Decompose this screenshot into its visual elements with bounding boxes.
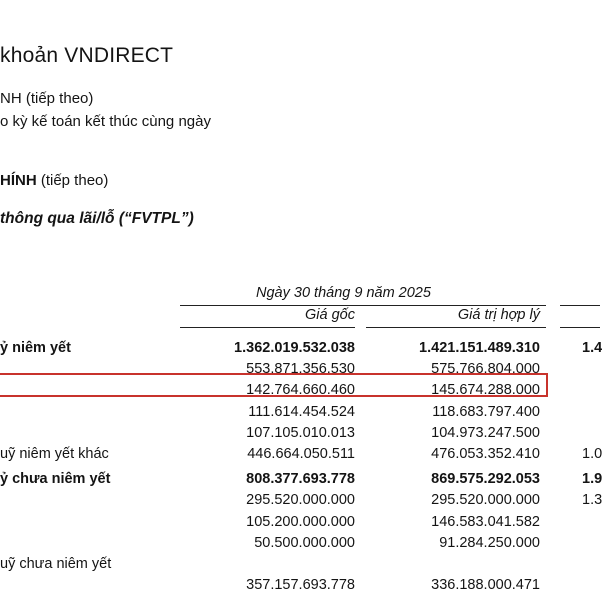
cost-value: 142.764.660.460 <box>246 382 355 399</box>
date-header: Ngày 30 tháng 9 năm 2025 <box>256 285 431 301</box>
fair-value: 476.053.352.410 <box>431 446 540 462</box>
fair-value: 118.683.797.400 <box>432 403 540 420</box>
next-column-value: 1.4 <box>582 340 602 356</box>
cost-value: 357.157.693.778 <box>246 577 355 594</box>
cost-value: 446.664.050.511 <box>247 446 355 462</box>
next-column-value: 1.9 <box>582 471 602 488</box>
section-title: thông qua lãi/lỗ (“FVTPL”) <box>0 210 194 227</box>
next-column-underline <box>560 305 600 306</box>
fair-value: 91.284.250.000 <box>439 534 540 551</box>
date-header-underline <box>180 305 546 306</box>
row-label: uỹ niêm yết khác <box>0 446 109 462</box>
cost-value: 107.105.010.013 <box>246 424 355 441</box>
cost-value: 111.614.454.524 <box>248 403 355 420</box>
next-column-value: 1.0 <box>582 446 602 462</box>
cost-value: 553.871.356.530 <box>246 361 355 378</box>
col-header-cost: Giá gốc <box>305 307 355 323</box>
cost-value: 295.520.000.000 <box>246 492 355 509</box>
col-header-underline-cost <box>180 327 355 328</box>
company-name: khoản VNDIRECT <box>0 44 174 67</box>
fair-value: 104.973.247.500 <box>431 424 540 441</box>
col-header-fair-value: Giá trị hợp lý <box>457 307 540 323</box>
row-label: ỷ chưa niêm yết <box>0 471 111 488</box>
fair-value: 1.421.151.489.310 <box>419 340 540 356</box>
fair-value: 295.520.000.000 <box>431 492 540 509</box>
fair-value: 869.575.292.053 <box>431 471 540 488</box>
statement-period: o kỳ kế toán kết thúc cùng ngày <box>0 113 211 130</box>
statement-title-continued: NH (tiếp theo) <box>0 90 94 107</box>
note-heading-suffix: (tiếp theo) <box>36 172 109 189</box>
fair-value: 336.188.000.471 <box>431 577 540 594</box>
fair-value: 575.766.804.000 <box>431 361 540 378</box>
cost-value: 105.200.000.000 <box>246 513 355 530</box>
row-label: ỷ niêm yết <box>0 340 71 356</box>
row-label: uỹ chưa niêm yết <box>0 556 112 572</box>
fair-value: 146.583.041.582 <box>431 513 540 530</box>
next-column-value: 1.3 <box>582 492 602 509</box>
highlight-box <box>0 373 548 397</box>
col-header-underline-next <box>560 327 600 328</box>
col-header-underline-fair <box>366 327 546 328</box>
note-heading-bold: HÍNH <box>0 172 37 189</box>
cost-value: 1.362.019.532.038 <box>234 340 355 356</box>
note-heading <box>0 172 108 189</box>
cost-value: 50.500.000.000 <box>254 534 355 551</box>
cost-value: 808.377.693.778 <box>246 471 355 488</box>
fair-value: 145.674.288.000 <box>431 382 540 399</box>
